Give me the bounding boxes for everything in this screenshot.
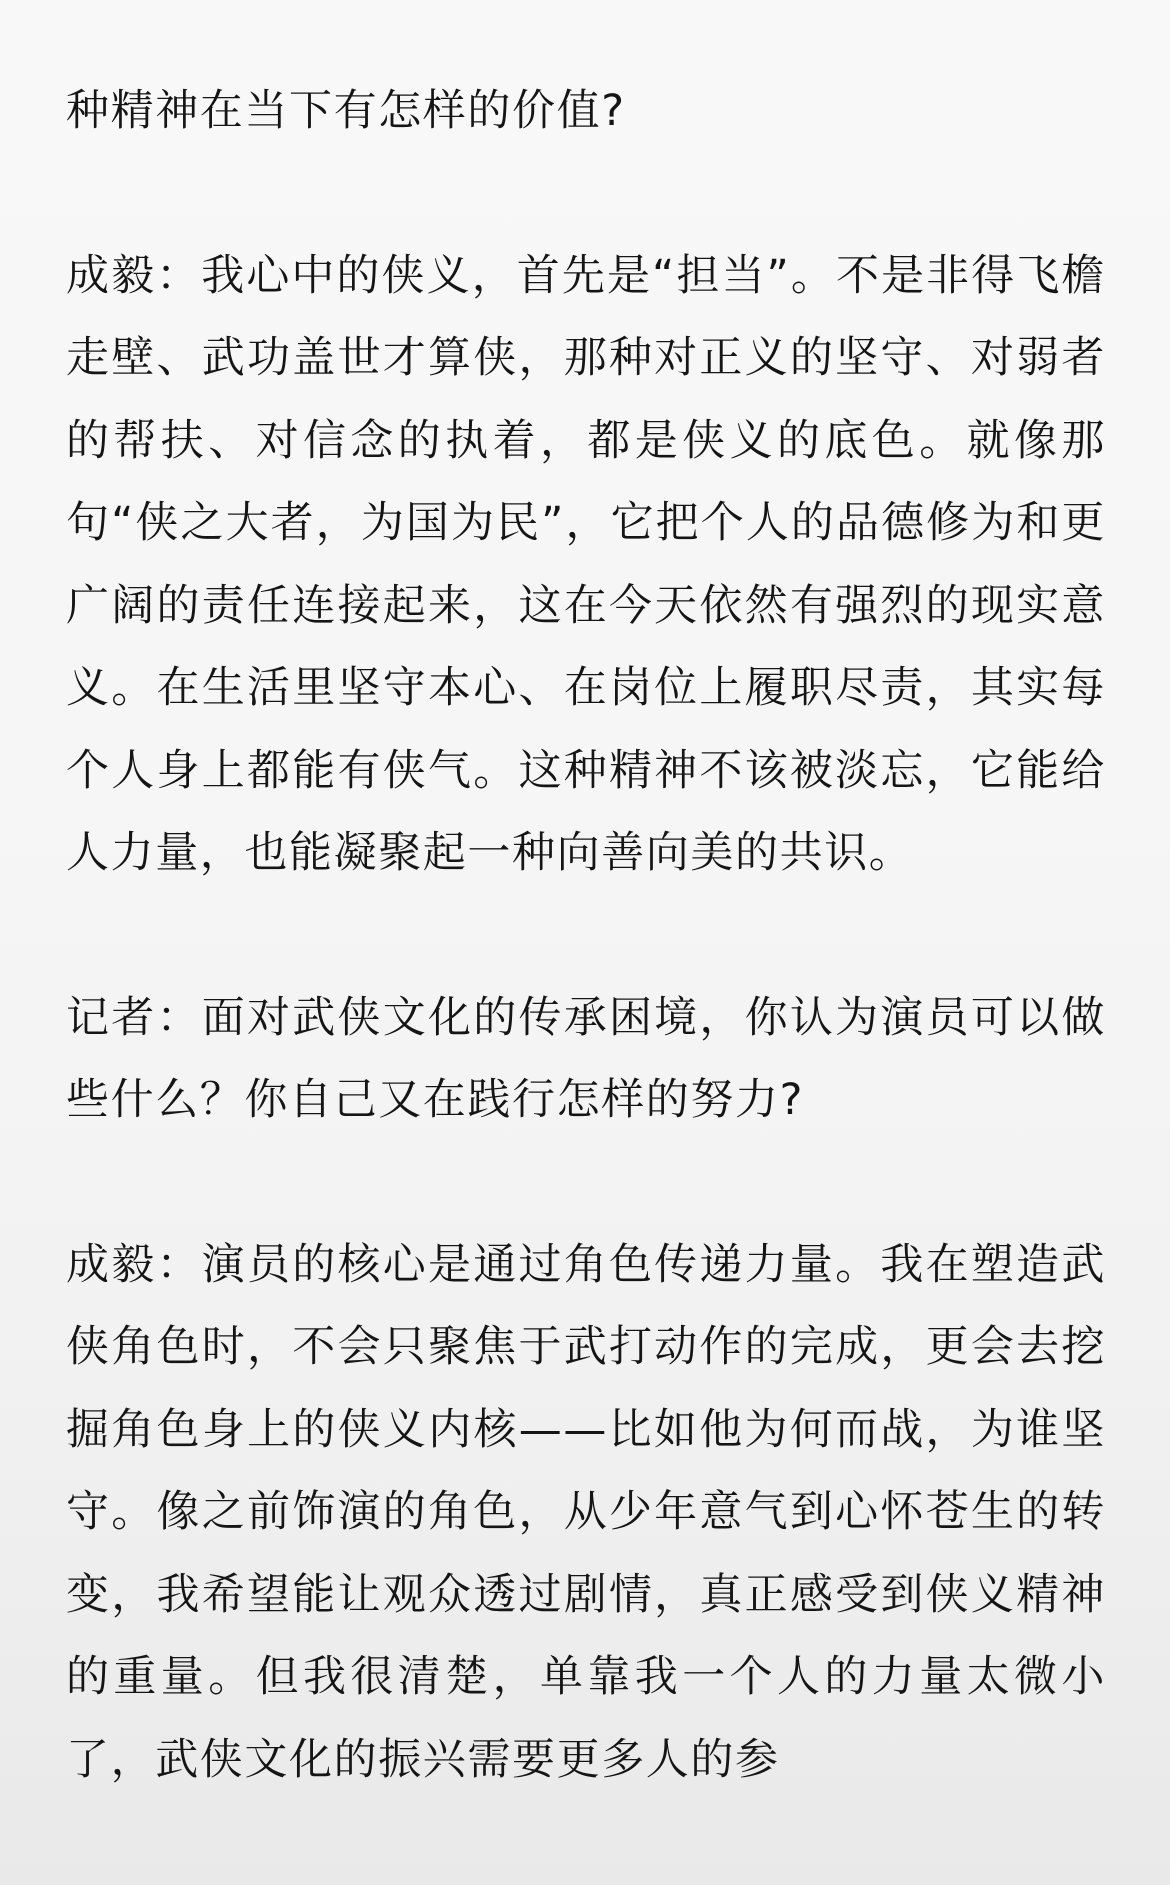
interview-article xyxy=(66,70,1106,1801)
question-paragraph: 记者：面对武侠文化的传承困境，你认为演员可以做些什么？你自己又在践行怎样的努力? xyxy=(66,992,1106,1125)
answer-paragraph-1: 成毅：我心中的侠义，首先是“担当”。不是非得飞檐走壁、武功盖世才算侠，那种对正义的坚守、对弱者的帮扶、对信念的执着，都是侠义的底色。就像那句“侠之大者，为国为民”，它把个人的品德修为和更广阔的责任连接起来，这在今天依然有强烈的现实意义。在生活里坚守本心、在岗位上履职尽责，其实每个人身上都能有侠气。这种精神不该被淡忘，它能给人力量，也能凝聚起一种向善向美的共识。 xyxy=(66,250,1106,878)
question-continuation: 种精神在当下有怎样的价值? xyxy=(66,86,626,136)
answer-paragraph-2: 成毅：演员的核心是通过角色传递力量。我在塑造武侠角色时，不会只聚焦于武打动作的完成，更会去挖掘角色身上的侠义内核——比如他为何而战，为谁坚守。像之前饰演的角色，从少年意气到心怀苍生的转变，我希望能让观众透过剧情，真正感受到侠义精神的重量。但我很清楚，单靠我一个人的力量太微小了，武侠文化的振兴需要更多人的参 xyxy=(66,1239,1106,1785)
